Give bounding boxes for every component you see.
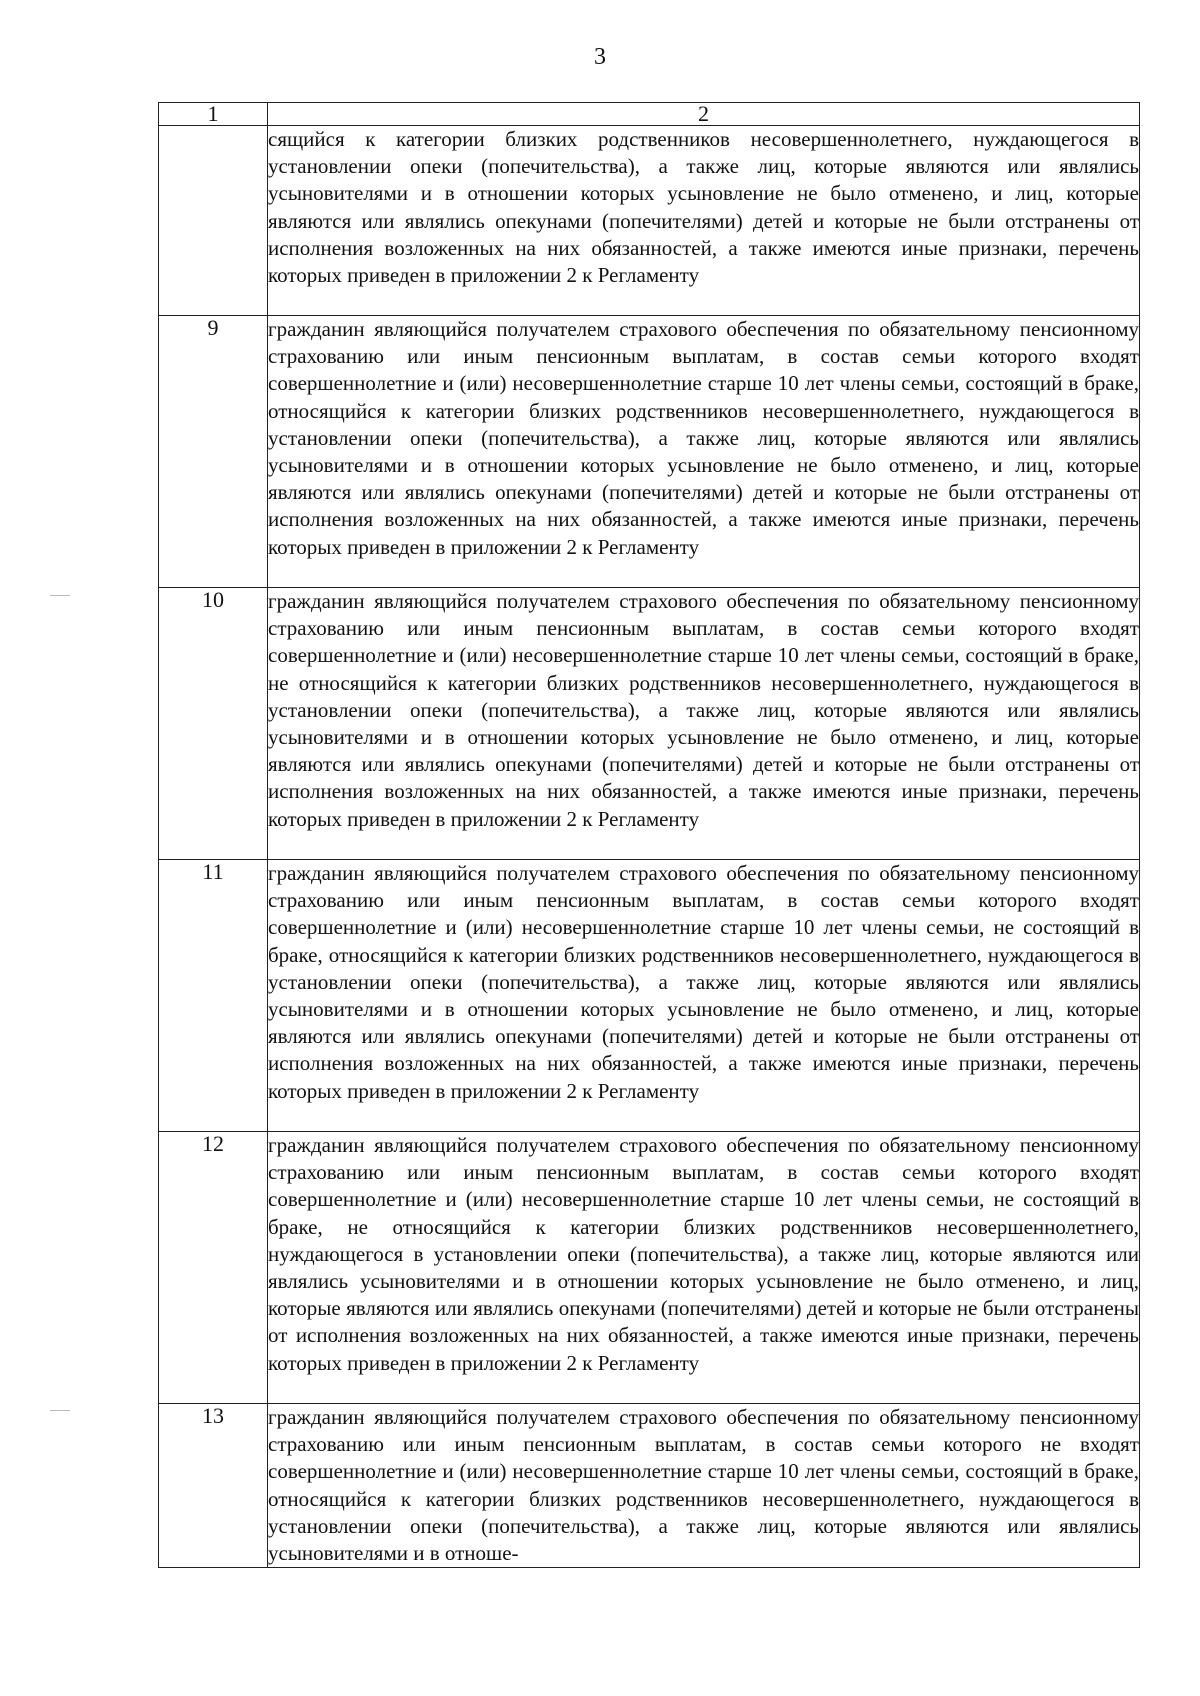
table-row	[159, 1404, 1140, 1568]
row-number: 9	[159, 316, 268, 588]
row-number	[159, 126, 268, 316]
row-text: гражданин являющийся получателем страхового обеспечения по обязательному пенсионному страхованию или иным пенсионным выплатам, в состав семьи которого входят совершеннолетние и (или) несовершеннолетние старше 10 лет члены семьи, состоящий в браке, не относящийся к категории близких родственников несовершеннолетнего, нуждающегося в установлении опеки (попечительства), а также лиц, которые являются или являлись усыновителями и в отношении которых усыновление не было отменено, и лиц, которые являются или являлись опекунами (попечителями) детей и которые не были отстранены от исполнения возложенных на них обязанностей, а также имеются иные признаки, перечень которых приведен в приложении 2 к Регламенту	[268, 588, 1140, 860]
row-text: сящийся к категории близких родственников несовершеннолетнего, нуждающегося в установлении опеки (попечительства), а также лиц, которые являются или являлись усыновителями и в отношении которых усыновление не было отменено, и лиц, которые являются или являлись опекунами (попечителями) детей и которые не были отстранены от исполнения возложенных на них обязанностей, а также имеются иные признаки, перечень которых приведен в приложении 2 к Регламенту	[268, 126, 1140, 316]
page-number: 3	[594, 44, 606, 70]
row-text: гражданин являющийся получателем страхового обеспечения по обязательному пенсионному страхованию или иным пенсионным выплатам, в состав семьи которого входят совершеннолетние и (или) несовершеннолетние старше 10 лет члены семьи, не состоящий в браке, не относящийся к категории близких родственников несовершеннолетнего, нуждающегося в установлении опеки (попечительства), а также лиц, которые являются или являлись усыновителями и в отношении которых усыновление не было отменено, и лиц, которые являются или являлись опекунами (попечителями) детей и которые не были отстранены от исполнения возложенных на них обязанностей, а также имеются иные признаки, перечень которых приведен в приложении 2 к Регламенту	[268, 1132, 1140, 1404]
row-number: 11	[159, 860, 268, 1132]
row-text: гражданин являющийся получателем страхового обеспечения по обязательному пенсионному страхованию или иным пенсионным выплатам, в состав семьи которого входят совершеннолетние и (или) несовершеннолетние старше 10 лет члены семьи, не состоящий в браке, относящийся к категории близких родственников несовершеннолетнего, нуждающегося в установлении опеки (попечительства), а также лиц, которые являются или являлись усыновителями и в отношении которых усыновление не было отменено, и лиц, которые являются или являлись опекунами (попечителями) детей и которые не были отстранены от исполнения возложенных на них обязанностей, а также имеются иные признаки, перечень которых приведен в приложении 2 к Регламенту	[268, 860, 1140, 1132]
row-number: 12	[159, 1132, 268, 1404]
table-row	[159, 1132, 1140, 1404]
margin-mark	[50, 1410, 70, 1411]
regulation-table	[158, 102, 1140, 1568]
table-header-row	[159, 103, 1140, 126]
row-number: 13	[159, 1404, 268, 1568]
row-text: гражданин являющийся получателем страхового обеспечения по обязательному пенсионному страхованию или иным пенсионным выплатам, в состав семьи которого не входят совершеннолетние и (или) несовершеннолетние старше 10 лет члены семьи, состоящий в браке, относящийся к категории близких родственников несовершеннолетнего, нуждающегося в установлении опеки (попечительства), а также лиц, которые являются или являлись усыновителями и в отноше-	[268, 1404, 1140, 1568]
header-col-2: 2	[268, 103, 1140, 126]
table-row	[159, 126, 1140, 316]
row-number: 10	[159, 588, 268, 860]
table-row	[159, 316, 1140, 588]
table-row	[159, 860, 1140, 1132]
margin-mark	[50, 595, 70, 596]
table-row	[159, 588, 1140, 860]
row-text: гражданин являющийся получателем страхового обеспечения по обязательному пенсионному страхованию или иным пенсионным выплатам, в состав семьи которого входят совершеннолетние и (или) несовершеннолетние старше 10 лет члены семьи, состоящий в браке, относящийся к категории близких родственников несовершеннолетнего, нуждающегося в установлении опеки (попечительства), а также лиц, которые являются или являлись усыновителями и в отношении которых усыновление не было отменено, и лиц, которые являются или являлись опекунами (попечителями) детей и которые не были отстранены от исполнения возложенных на них обязанностей, а также имеются иные признаки, перечень которых приведен в приложении 2 к Регламенту	[268, 316, 1140, 588]
header-col-1: 1	[159, 103, 268, 126]
